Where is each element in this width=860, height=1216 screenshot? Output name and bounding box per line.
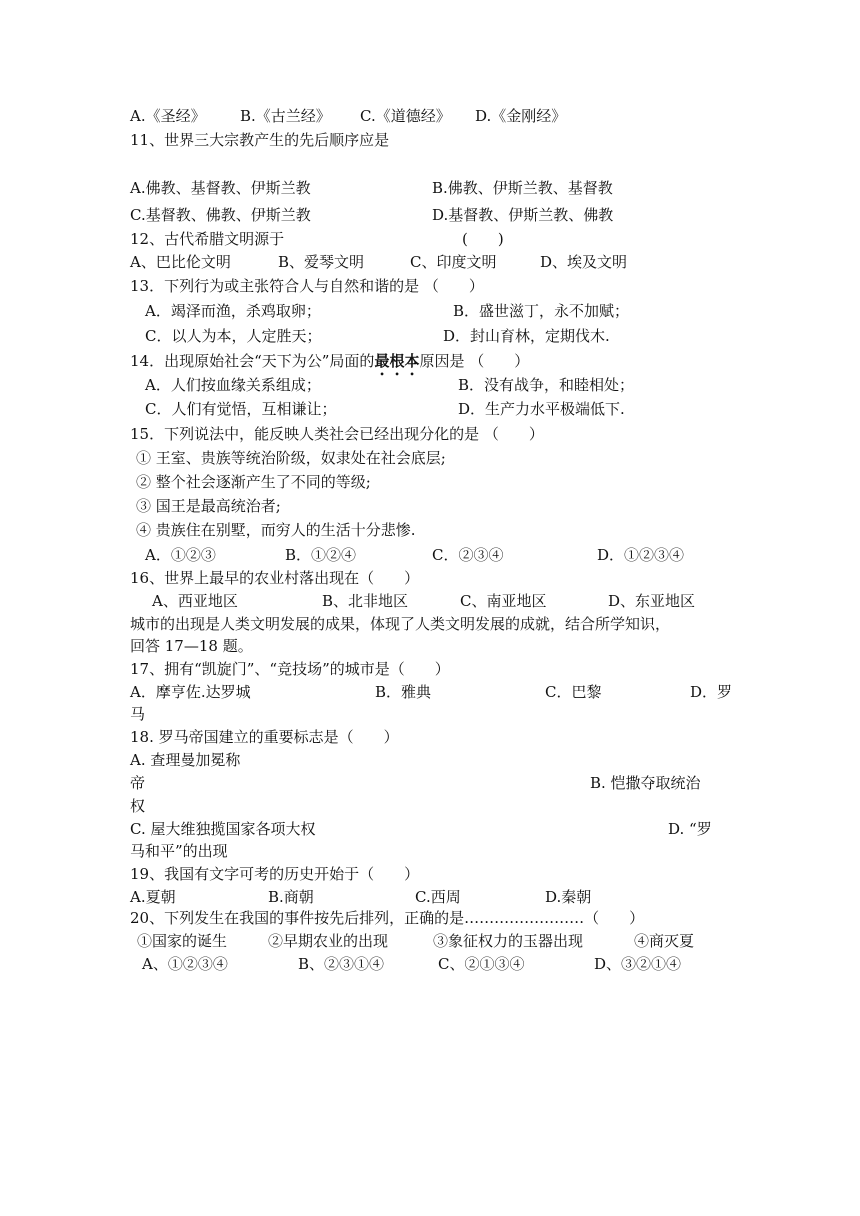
q12-option-a: A、巴比伦文明 [130, 253, 231, 271]
q17-stem: 17、拥有“凯旋门”、“竞技场”的城市是（ ） [130, 660, 450, 678]
q17-option-a: A．摩亨佐.达罗城 [130, 683, 251, 701]
q20-option-b: B、②③①④ [298, 955, 385, 973]
q16-stem: 16、世界上最早的农业村落出现在（ ） [130, 569, 420, 587]
q20-option-d: D、③②①④ [594, 955, 682, 973]
q20-statement-3: ③象征权力的玉器出现 [433, 932, 584, 950]
q12-answer-blank: ( ) [462, 230, 504, 248]
q18-option-d-wrap: 马和平”的出现 [130, 842, 228, 860]
q15-statement-3: ③ 国王是最高统治者; [136, 497, 281, 515]
q17-option-b: B．雅典 [375, 683, 432, 701]
q14-stem-pre: 14．出现原始社会“天下为公”局面的 [130, 352, 375, 370]
q20-stem: 20、下列发生在我国的事件按先后排列，正确的是……………………（ ） [130, 909, 645, 927]
q10-option-c: C.《道德经》 [360, 107, 451, 125]
q10-option-d: D.《金刚经》 [475, 107, 567, 125]
q15-option-d: D．①②③④ [597, 546, 685, 564]
q17-option-c: C．巴黎 [545, 683, 602, 701]
q10-option-a: A.《圣经》 [130, 107, 206, 125]
q10-option-b: B.《古兰经》 [240, 107, 331, 125]
q11-option-c: C.基督教、佛教、伊斯兰教 [130, 206, 311, 224]
q13-option-a: A．竭泽而渔，杀鸡取卵； [145, 302, 321, 320]
q19-option-b: B.商朝 [268, 888, 314, 906]
q20-option-a: A、①②③④ [142, 955, 228, 973]
q14-option-c: C．人们有觉悟，互相谦让； [145, 400, 337, 418]
section-intro-line-1: 城市的出现是人类文明发展的成果，体现了人类文明发展的成就，结合所学知识， [130, 615, 671, 633]
q18-option-d: D. “罗 [668, 820, 712, 838]
q18-option-c: C. 屋大维独揽国家各项大权 [130, 820, 316, 838]
q15-statement-4: ④ 贵族住在别墅，而穷人的生活十分悲惨. [136, 521, 416, 539]
q19-option-d: D.秦朝 [545, 888, 592, 906]
q16-option-a: A、西亚地区 [152, 592, 238, 610]
q18-option-a: A. 查理曼加冕称 [130, 751, 241, 769]
q11-stem: 11、世界三大宗教产生的先后顺序应是 [130, 131, 390, 149]
q15-statement-1: ① 王室、贵族等统治阶级，奴隶处在社会底层; [136, 449, 446, 467]
q20-option-c: C、②①③④ [438, 955, 525, 973]
q14-emphasis: 最根本 [374, 352, 420, 370]
q15-option-c: C．②③④ [432, 546, 504, 564]
q13-option-b: B．盛世滋丁，永不加赋； [453, 302, 630, 320]
q11-option-d: D.基督教、伊斯兰教、佛教 [432, 206, 614, 224]
q18-option-b: B. 恺撒夺取统治 [590, 774, 701, 792]
q19-option-c: C.西周 [415, 888, 461, 906]
q13-stem: 13．下列行为或主张符合人与自然和谐的是 （ ） [130, 277, 484, 295]
q12-option-c: C、印度文明 [410, 253, 497, 271]
q20-statement-1: ①国家的诞生 [137, 932, 228, 950]
q12-option-b: B、爱琴文明 [278, 253, 365, 271]
q12-option-d: D、埃及文明 [540, 253, 628, 271]
q17-option-d: D．罗 [690, 683, 733, 701]
q13-option-d: D．封山育林，定期伐木. [443, 327, 610, 345]
q14-stem-post: 原因是 （ ） [419, 352, 530, 370]
q15-stem: 15．下列说法中，能反映人类社会已经出现分化的是 （ ） [130, 425, 544, 443]
q18-stem: 18. 罗马帝国建立的重要标志是（ ） [130, 728, 399, 746]
q18-option-b-wrap: 权 [130, 797, 146, 815]
q16-option-c: C、南亚地区 [460, 592, 547, 610]
q17-option-d-wrap: 马 [130, 705, 146, 723]
q18-option-a-wrap: 帝 [130, 774, 146, 792]
q14-option-a: A．人们按血缘关系组成； [145, 376, 321, 394]
q16-option-b: B、北非地区 [322, 592, 409, 610]
q15-option-a: A．①②③ [145, 546, 216, 564]
q15-option-b: B．①②④ [285, 546, 357, 564]
q11-option-a: A.佛教、基督教、伊斯兰教 [130, 179, 311, 197]
q19-option-a: A.夏朝 [130, 888, 176, 906]
q20-statement-2: ②早期农业的出现 [268, 932, 389, 950]
q19-stem: 19、我国有文字可考的历史开始于（ ） [130, 865, 420, 883]
section-intro-line-2: 回答 17—18 题。 [130, 637, 253, 655]
q14-option-d: D．生产力水平极端低下. [458, 400, 625, 418]
q14-option-b: B．没有战争，和睦相处； [458, 376, 635, 394]
q11-option-b: B.佛教、伊斯兰教、基督教 [432, 179, 613, 197]
q12-stem: 12、古代希腊文明源于 [130, 230, 285, 248]
q16-option-d: D、东亚地区 [608, 592, 696, 610]
q13-option-c: C．以人为本，人定胜天； [145, 327, 322, 345]
q15-statement-2: ② 整个社会逐渐产生了不同的等级; [136, 473, 371, 491]
q20-statement-4: ④商灭夏 [634, 932, 695, 950]
